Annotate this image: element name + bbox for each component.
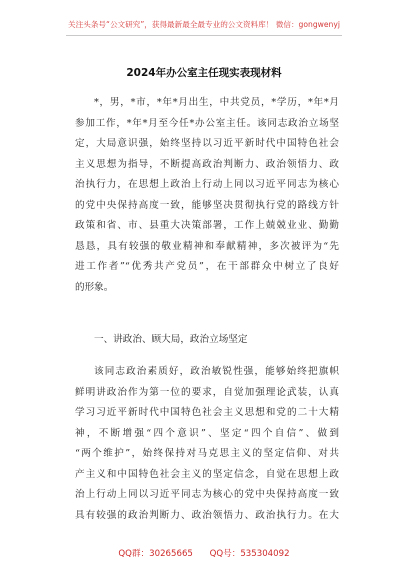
paragraph-line: 鲜明讲政治作为第一位的要求，自觉加强理论武装，认真 [75,386,339,398]
paragraph-line: 学习习近平新时代中国特色社会主义思想和党的二十大精 [75,407,339,418]
paragraph-line: 恳恳，具有较强的敬业精神和奉献精神，多次被评为“先 [75,240,339,252]
paragraph-line: 政策和省、市、县重大决策部署，工作上兢兢业业、勤勤 [75,220,339,231]
qq-account-number: QQ号：535304092 [209,549,290,559]
paragraph-line: 进工作者”“优秀共产党员”，在干部群众中树立了良好 [75,261,339,272]
paragraph-line: 参加工作，*年*月至今任*办公室主任。该同志政治立场坚 [75,117,339,129]
paragraph-line: 产主义和中国特色社会主义的坚定信念，自觉在思想上政 [75,468,339,480]
paragraph-line: 的形象。 [75,281,114,293]
section-paragraph [75,362,339,526]
paragraph-line: “两个维护”，始终保持对马克思主义的坚定信仰、对共 [75,448,339,459]
paragraph-line: 神，不断增强“四个意识”、坚定“四个自信”、做到 [75,427,339,439]
document-title: 2024年办公室主任现实表现材料 [126,67,282,79]
paragraph-line: 主义思想为指导，不断提高政治判断力、政治领悟力、政 [75,158,339,170]
section-heading: 一、讲政治、顾大局，政治立场坚定 [94,334,248,345]
intro-paragraph [75,93,339,298]
paragraph-line: 的党中央保持高度一致，能够坚决贯彻执行党的路线方针 [75,199,339,211]
paragraph-line: 定，大局意识强，始终坚持以习近平新时代中国特色社会 [75,138,339,149]
paragraph-line: *，男，*市，*年*月出生，中共党员，*学历，*年*月 [94,97,339,108]
paragraph-line: 该同志政治素质好，政治敏锐性强，能够始终把旗帜 [94,366,339,377]
paragraph-line: 治执行力，在思想上政治上行动上同以习近平同志为核心 [75,179,339,190]
paragraph-line: 治上行动上同以习近平同志为核心的党中央保持高度一致 [75,489,339,500]
footer-contact [0,548,408,560]
paragraph-line: 具有较强的政治判断力、政治领悟力、政治执行力。在大 [75,509,339,521]
qq-group-number: QQ群：30265665 [118,549,193,559]
header-banner: 关注头条号“公文研究”，获得最新最全最专业的公文资料库！ 微信：gongwenyj [68,20,340,29]
header-divider [66,35,342,36]
